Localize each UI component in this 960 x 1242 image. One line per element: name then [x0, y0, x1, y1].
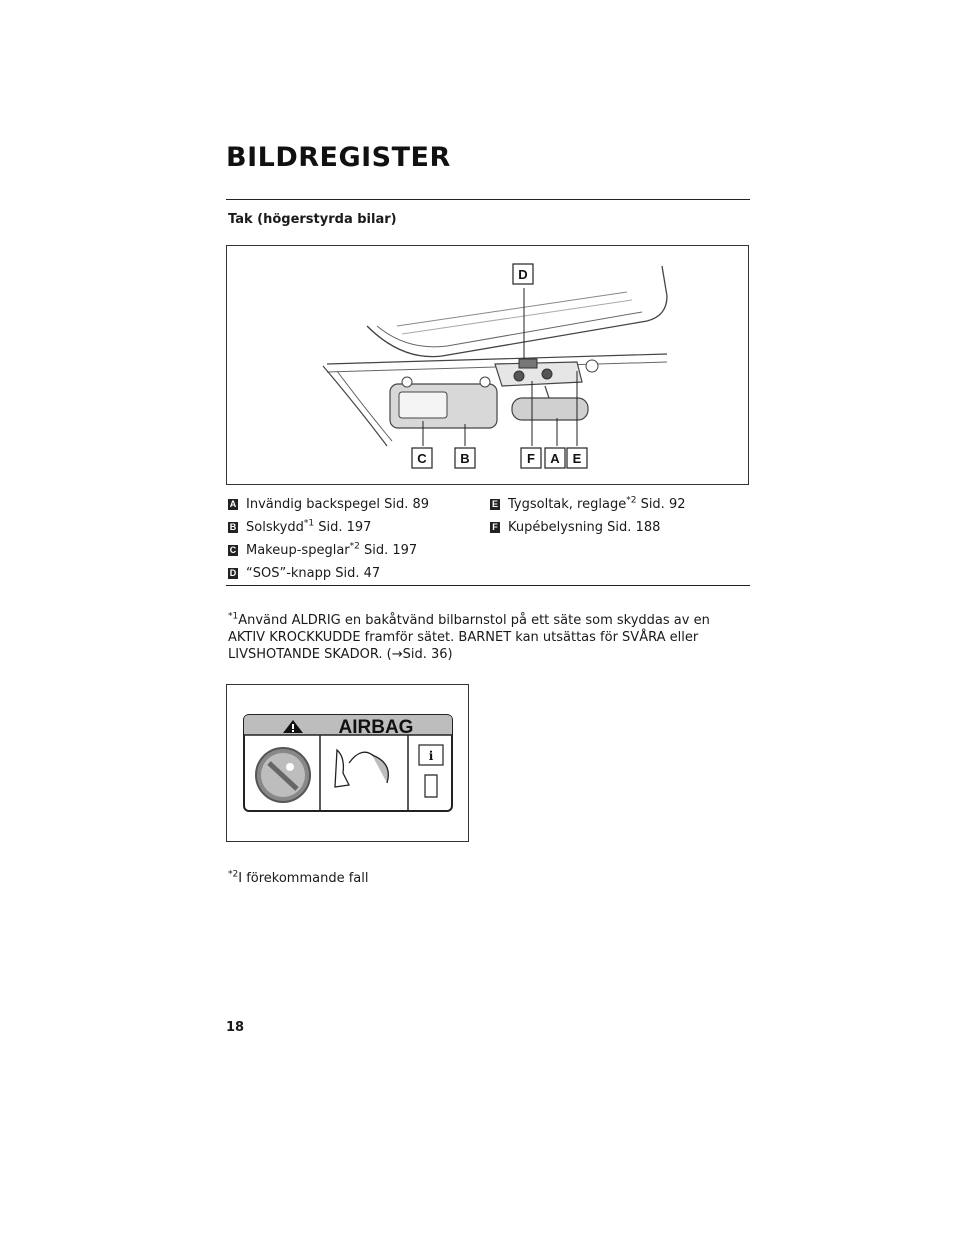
callout-e [567, 448, 587, 468]
svg-text:D: D [518, 267, 528, 282]
badge-b: B [229, 522, 237, 532]
legend-text: Solskydd$^{*1}$ Sid. 197 [246, 518, 372, 535]
airbag-text: AIRBAG [338, 717, 414, 738]
legend-text: “SOS”-knapp Sid. 47 [246, 566, 381, 581]
sos-button-shape [519, 359, 537, 368]
legend-item-d [228, 565, 478, 582]
legend-text: Kupébelysning Sid. 188 [508, 520, 661, 535]
page-title: BILDREGISTER [226, 142, 451, 173]
legend-item-f [490, 519, 750, 536]
badge-a: A [229, 499, 237, 509]
page-number: 18 [226, 1020, 245, 1035]
section-subtitle: Tak (högerstyrda bilar) [228, 212, 397, 227]
footnote-2: $^{*2}$I förekommande fall [228, 869, 369, 886]
legend-item-b [228, 519, 478, 536]
callout-d [513, 264, 533, 284]
callout-f [521, 448, 541, 468]
legend-item-e [490, 496, 750, 513]
svg-text:A: A [550, 451, 560, 466]
badge-d: D [229, 568, 237, 578]
no-rear-facing-seat-icon [256, 748, 310, 802]
badge-f: F [490, 522, 500, 533]
callout-a [545, 448, 565, 468]
legend-text: Makeup-speglar$^{*2}$ Sid. 197 [246, 541, 418, 558]
svg-text:E: E [572, 451, 582, 466]
legend-divider [226, 585, 750, 586]
legend-right [490, 496, 750, 536]
airbag-warning-label [226, 684, 469, 842]
legend-item-a [228, 496, 478, 513]
svg-text:B: B [460, 451, 470, 466]
legend-text: Tygsoltak, reglage$^{*2}$ Sid. 92 [508, 495, 686, 512]
svg-text:F: F [527, 451, 535, 466]
callout-c [412, 448, 432, 468]
legend-left [228, 496, 478, 582]
legend-item-c [228, 542, 478, 559]
svg-text:C: C [417, 451, 427, 466]
footnote-1: $^{*1}$Använd ALDRIG en bakåtvänd bilbarnstol på ett säte som skyddas av en AKTIV KROCKKUDDE framför sätet. BARNET kan utsättas för SVÅRA eller LIVSHOTANDE SKADOR. (→Sid. 36) [228, 611, 710, 662]
svg-text:i: i [428, 749, 434, 763]
callout-b [455, 448, 475, 468]
badge-c: C [229, 545, 237, 555]
roof-illustration [226, 245, 749, 485]
airbag-label-drawing [227, 685, 470, 843]
roof-drawing [227, 246, 750, 486]
badge-e: E [491, 499, 498, 509]
title-divider [226, 199, 750, 200]
legend-text: Invändig backspegel Sid. 89 [246, 497, 430, 512]
